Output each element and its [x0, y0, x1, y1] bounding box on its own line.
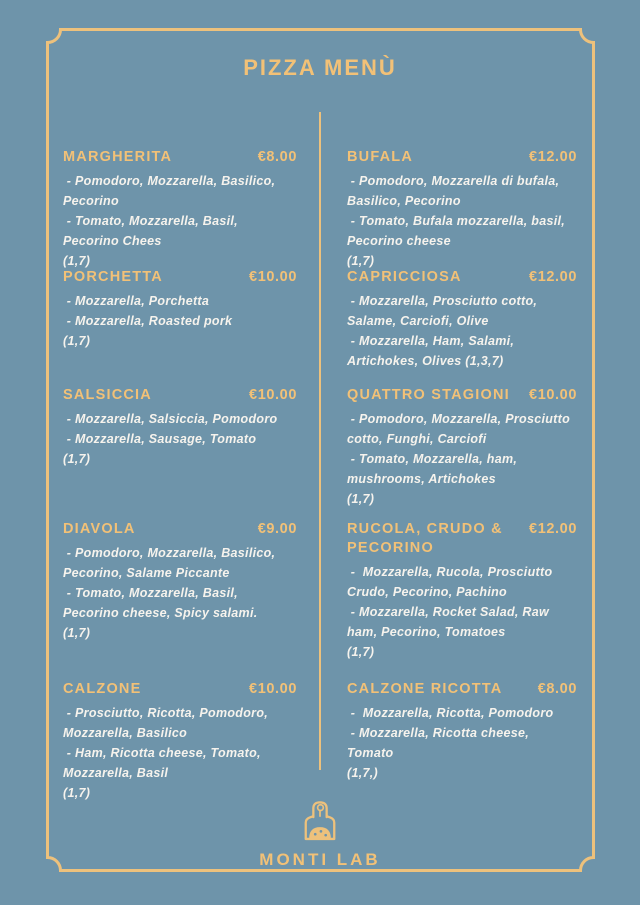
- pizza-oven-icon: [301, 797, 339, 841]
- item-description-english: - Tomato, Bufala mozzarella, basil, Pecorino cheese: [347, 214, 569, 248]
- item-price: €10.00: [529, 387, 577, 403]
- item-allergens: (1,7): [347, 254, 375, 268]
- item-description-english: - Tomato, Mozzarella, Basil, Pecorino Chees: [63, 214, 242, 248]
- item-name: CAPRICCIOSA: [347, 269, 462, 285]
- page-title: PIZZA MENÙ: [243, 55, 397, 80]
- item-price: €10.00: [249, 387, 297, 403]
- item-name: CALZONE RICOTTA: [347, 681, 503, 697]
- item-description-english: - Tomato, Mozzarella, ham, mushrooms, Artichokes: [347, 452, 521, 486]
- item-price: €10.00: [249, 269, 297, 285]
- item-header: [63, 386, 297, 405]
- menu-grid: [63, 148, 577, 803]
- item-description-english: - Mozzarella, Sausage, Tomato: [63, 432, 257, 446]
- item-allergens: (1,7): [63, 254, 91, 268]
- item-header: [347, 680, 577, 699]
- menu-item-rucola-crudo-pecorino: [347, 520, 577, 680]
- item-header: [63, 520, 297, 539]
- item-description-italian: - Mozzarella, Rucola, Prosciutto Crudo, Pecorino, Pachino: [347, 565, 557, 599]
- item-header: [347, 520, 577, 558]
- menu-item-calzone: [63, 680, 297, 803]
- brand-footer: [0, 797, 640, 870]
- item-name: SALSICCIA: [63, 387, 152, 403]
- item-header: [63, 680, 297, 699]
- menu-item-salsiccia: [63, 386, 297, 520]
- item-price: €12.00: [529, 521, 577, 537]
- item-allergens: (1,7): [63, 626, 91, 640]
- item-allergens: (1,7): [347, 645, 375, 659]
- item-allergens: (1,7): [63, 334, 91, 348]
- item-description-italian: - Mozzarella, Porchetta: [63, 294, 210, 308]
- item-name: CALZONE: [63, 681, 142, 697]
- menu-item-calzone-ricotta: [347, 680, 577, 803]
- item-name: PORCHETTA: [63, 269, 163, 285]
- item-name: MARGHERITA: [63, 149, 173, 165]
- menu-item-porchetta: [63, 268, 297, 386]
- menu-item-bufala: [347, 148, 577, 268]
- item-description-english: - Mozzarella, Ricotta cheese, Tomato: [347, 726, 533, 760]
- menu-item-diavola: [63, 520, 297, 680]
- item-description-english: - Tomato, Mozzarella, Basil, Pecorino cheese, Spicy salami.: [63, 586, 258, 620]
- item-description-english: - Mozzarella, Rocket Salad, Raw ham, Pecorino, Tomatoes: [347, 605, 553, 639]
- item-description-italian: - Mozzarella, Ricotta, Pomodoro: [347, 706, 554, 720]
- item-price: €10.00: [249, 681, 297, 697]
- item-header: [347, 386, 577, 405]
- item-header: [63, 148, 297, 167]
- item-name: RUCOLA, CRUDO & PECORINO: [347, 521, 503, 556]
- item-allergens: (1,7,): [347, 766, 378, 780]
- item-description-english: - Ham, Ricotta cheese, Tomato, Mozzarella, Basil: [63, 746, 265, 780]
- item-description-italian: - Pomodoro, Mozzarella, Prosciutto cotto, Funghi, Carciofi: [347, 412, 574, 446]
- menu-item-capricciosa: [347, 268, 577, 386]
- item-description-italian: - Pomodoro, Mozzarella, Basilico, Pecorino, Salame Piccante: [63, 546, 280, 580]
- item-header: [63, 268, 297, 287]
- item-price: €8.00: [257, 149, 297, 165]
- item-description-italian: - Mozzarella, Salsiccia, Pomodoro: [63, 412, 278, 426]
- item-description-english: - Mozzarella, Roasted pork: [63, 314, 233, 328]
- menu-item-margherita: [63, 148, 297, 268]
- brand-name: MONTI LAB: [259, 850, 381, 869]
- item-description-italian: - Pomodoro, Mozzarella, Basilico, Pecorino: [63, 174, 280, 208]
- item-name: QUATTRO STAGIONI: [347, 387, 510, 403]
- item-name: DIAVOLA: [63, 521, 136, 537]
- item-price: €12.00: [529, 269, 577, 285]
- item-description-italian: - Mozzarella, Prosciutto cotto, Salame, Carciofi, Olive: [347, 294, 541, 328]
- item-price: €9.00: [257, 521, 297, 537]
- item-header: [347, 148, 577, 167]
- item-description-italian: - Pomodoro, Mozzarella di bufala, Basilico, Pecorino: [347, 174, 564, 208]
- item-price: €12.00: [529, 149, 577, 165]
- item-allergens: (1,7): [63, 786, 91, 800]
- menu-item-quattro-stagioni: [347, 386, 577, 520]
- item-header: [347, 268, 577, 287]
- item-name: BUFALA: [347, 149, 414, 165]
- item-allergens: (1,7): [63, 452, 91, 466]
- item-description-italian: - Prosciutto, Ricotta, Pomodoro, Mozzarella, Basilico: [63, 706, 272, 740]
- item-description-english: - Mozzarella, Ham, Salami, Artichokes, Olives (1,3,7): [347, 334, 518, 368]
- item-allergens: (1,7): [347, 492, 375, 506]
- item-price: €8.00: [537, 681, 577, 697]
